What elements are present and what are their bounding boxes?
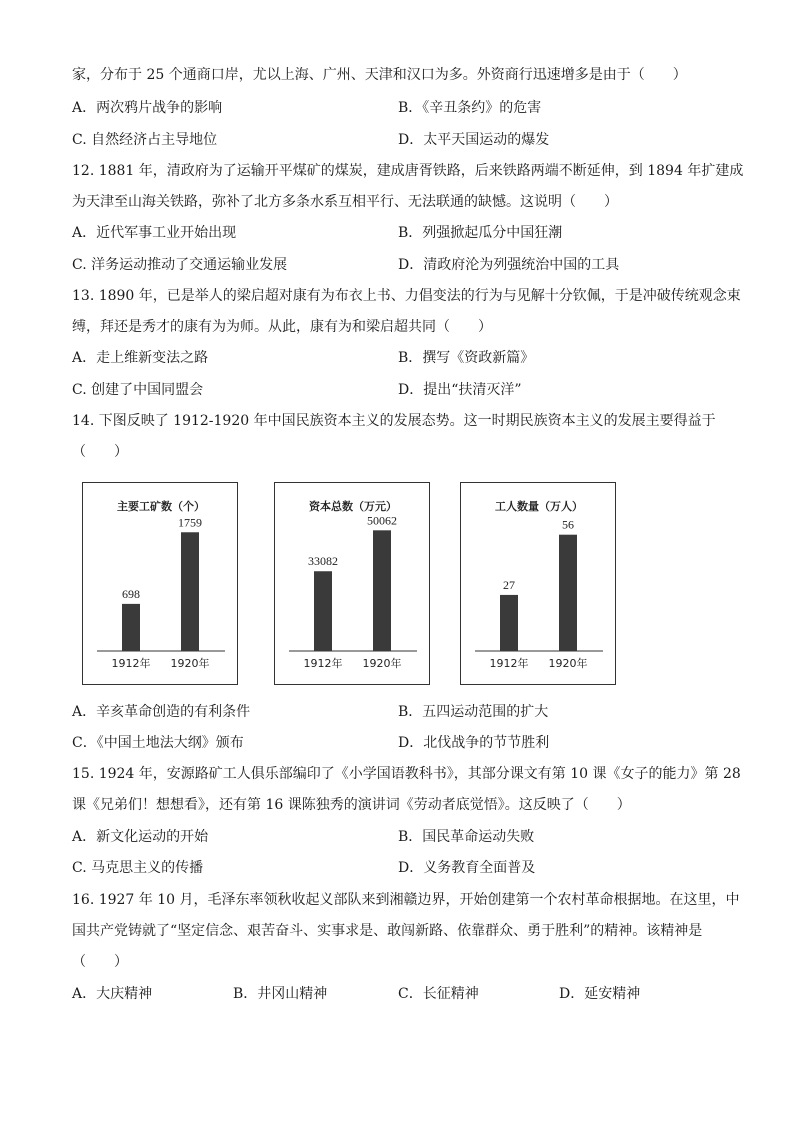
bar-value-label: 50062 <box>367 513 397 528</box>
option-14-b: B．五四运动范围的扩大 <box>398 704 549 720</box>
x-tick-label: 1920年 <box>548 657 588 670</box>
chart-title: 主要工矿数（个） <box>117 500 205 513</box>
bar-1912年 <box>122 604 140 651</box>
question-12-stem-line2: 为天津至山海关铁路，弥补了北方多条水系互相平行、无法联通的缺憾。这说明（ ） <box>72 194 618 210</box>
option-12-d: D．清政府沦为列强统治中国的工具 <box>398 257 620 273</box>
x-tick-label: 1912年 <box>489 657 529 670</box>
question-16-stem-line3: （ ） <box>72 954 128 970</box>
question-11-stem: 家，分布于 25 个通商口岸，尤以上海、广州、天津和汉口为多。外资商行迅速增多是由于（ ） <box>72 67 687 83</box>
bar-value-label: 56 <box>562 517 574 532</box>
option-15-b: B．国民革命运动失败 <box>398 829 535 845</box>
option-16-b: B．井冈山精神 <box>233 986 328 1002</box>
option-14-c: C．《中国土地法大纲》颁布 <box>72 735 244 751</box>
question-15-stem-line2: 课《兄弟们！想想看》，还有第 16 课陈独秀的演讲词《劳动者底觉悟》。这反映了（ ） <box>72 797 631 813</box>
x-tick-label: 1920年 <box>170 657 210 670</box>
x-tick-label: 1920年 <box>362 657 402 670</box>
option-15-d: D．义务教育全面普及 <box>398 860 536 876</box>
question-14-stem-line1: 14. 下图反映了 1912-1920 年中国民族资本主义的发展态势。这一时期民族资本主义的发展主要得益于 <box>72 413 716 429</box>
chart-title: 资本总数（万元） <box>309 500 397 513</box>
bar-1912年 <box>314 571 332 651</box>
bar-value-label: 698 <box>122 586 140 601</box>
chart-workers <box>460 482 616 685</box>
chart-title: 工人数量（万人） <box>495 500 583 513</box>
option-11-d: D．太平天国运动的爆发 <box>398 132 550 148</box>
bar-1920年 <box>559 535 577 651</box>
option-13-c: C. 创建了中国同盟会 <box>72 382 204 398</box>
x-tick-label: 1912年 <box>111 657 151 670</box>
question-13-stem-line1: 13. 1890 年，已是举人的梁启超对康有为布衣上书、力倡变法的行为与见解十分钦佩，于是冲破传统观念束 <box>72 288 741 304</box>
chart-mines <box>82 482 238 685</box>
chart-capital <box>274 482 430 685</box>
bar-1920年 <box>181 532 199 651</box>
option-13-a: A．走上维新变法之路 <box>72 350 209 366</box>
option-12-c: C. 洋务运动推动了交通运输业发展 <box>72 257 288 273</box>
bar-value-label: 33082 <box>308 554 338 569</box>
question-12-stem-line1: 12. 1881 年，清政府为了运输开平煤矿的煤炭，建成唐胥铁路，后来铁路两端不断延伸，到 1894 年扩建成 <box>72 163 744 179</box>
option-16-d: D．延安精神 <box>559 986 641 1002</box>
option-16-a: A．大庆精神 <box>72 986 153 1002</box>
option-11-b: B．《辛丑条约》的危害 <box>398 100 542 116</box>
chart-capital-svg <box>275 483 431 686</box>
bar-1912年 <box>500 595 518 651</box>
option-13-b: B．撰写《资政新篇》 <box>398 350 535 366</box>
question-16-stem-line1: 16. 1927 年 10 月，毛泽东率领秋收起义部队来到湘赣边界，开始创建第一个农村革命根据地。在这里，中 <box>72 892 740 908</box>
option-11-c: C. 自然经济占主导地位 <box>72 132 218 148</box>
option-13-d: D．提出“扶清灭洋” <box>398 382 522 398</box>
chart-mines-svg <box>83 483 239 686</box>
option-15-a: A．新文化运动的开始 <box>72 829 209 845</box>
option-12-b: B．列强掀起瓜分中国狂潮 <box>398 225 563 241</box>
question-14-stem-line2: （ ） <box>72 444 128 460</box>
bar-value-label: 1759 <box>178 515 202 530</box>
option-14-d: D．北伐战争的节节胜利 <box>398 735 550 751</box>
bar-value-label: 27 <box>503 577 515 592</box>
bar-1920年 <box>373 530 391 651</box>
question-16-stem-line2: 国共产党铸就了“坚定信念、艰苦奋斗、实事求是、敢闯新路、依靠群众、勇于胜利”的精神。该精神是 <box>72 923 703 939</box>
chart-workers-svg <box>461 483 617 686</box>
option-14-a: A．辛亥革命创造的有利条件 <box>72 704 251 720</box>
option-16-c: C．长征精神 <box>398 986 479 1002</box>
option-15-c: C. 马克思主义的传播 <box>72 860 204 876</box>
question-13-stem-line2: 缚，拜还是秀才的康有为为师。从此，康有为和梁启超共同（ ） <box>72 319 492 335</box>
x-tick-label: 1912年 <box>303 657 343 670</box>
question-15-stem-line1: 15. 1924 年，安源路矿工人俱乐部编印了《小学国语教科书》，其部分课文有第 10 课《女子的能力》第 28 <box>72 766 741 782</box>
option-12-a: A．近代军事工业开始出现 <box>72 225 237 241</box>
option-11-a: A．两次鸦片战争的影响 <box>72 100 223 116</box>
